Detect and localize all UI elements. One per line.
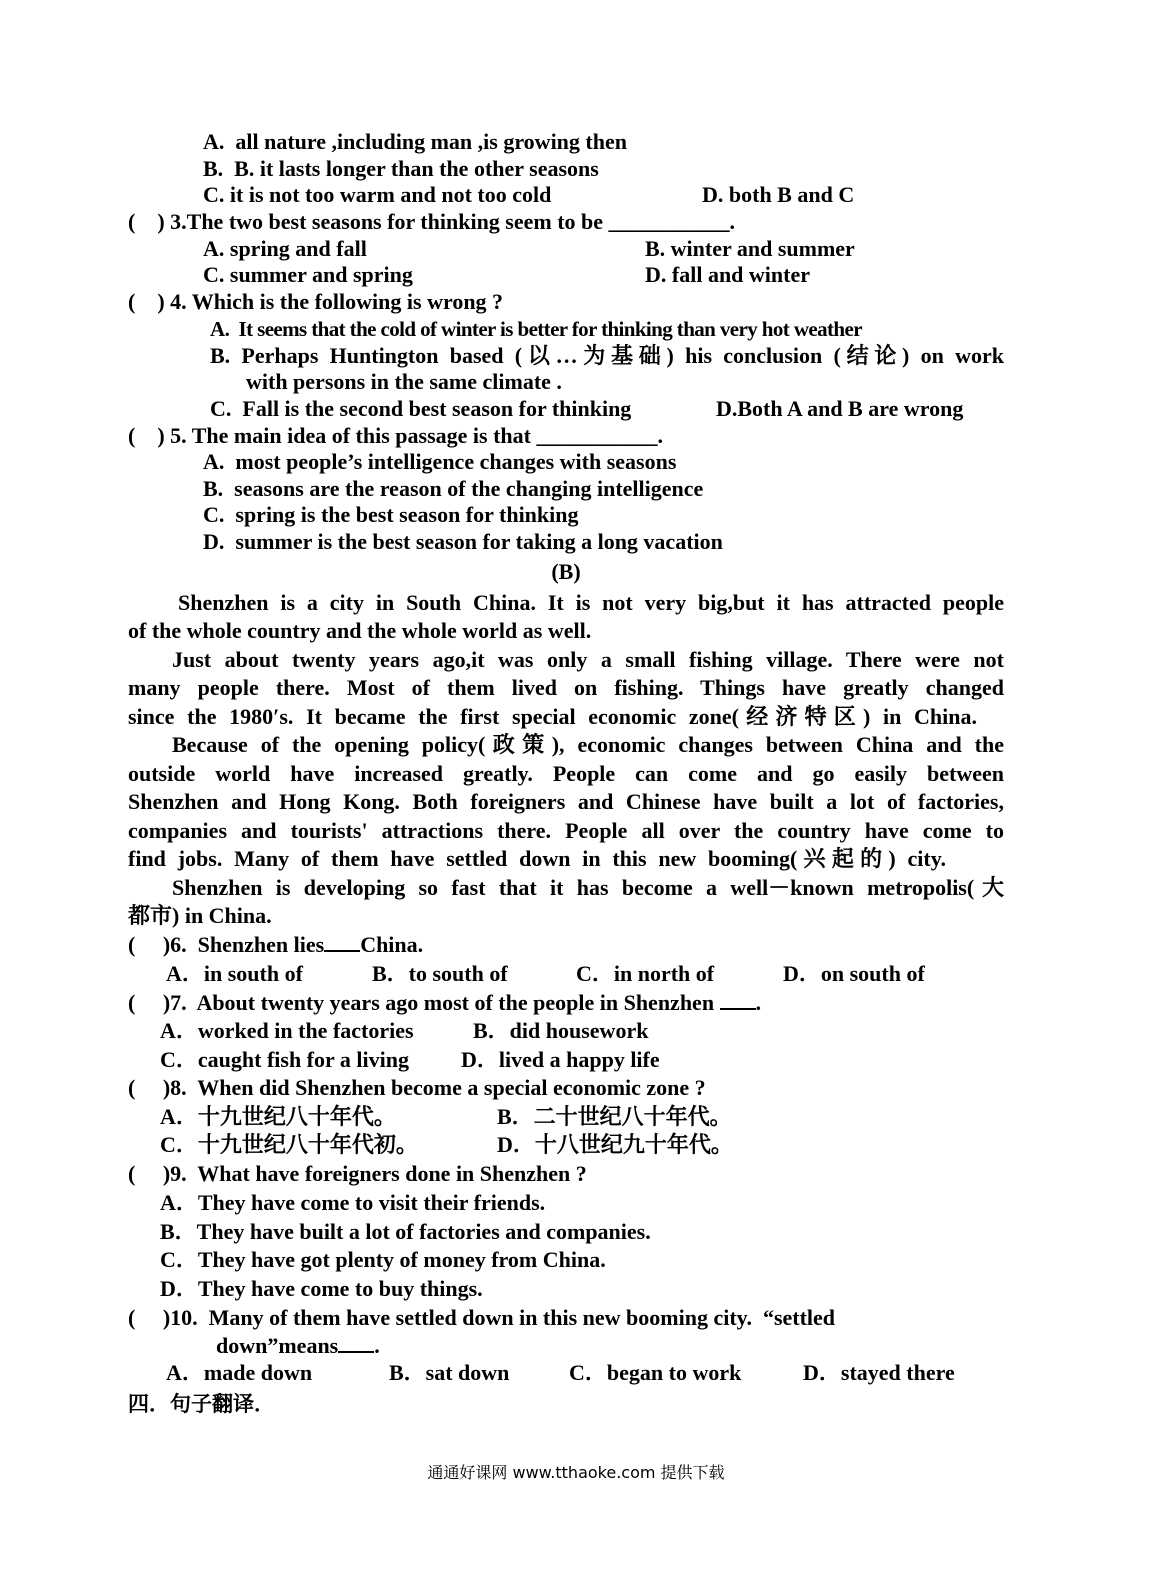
q5-option-c: C. spring is the best season for thinking [203, 502, 579, 527]
q7-option-d: D．lived a happy life [461, 1047, 660, 1072]
q10-stem: ( )10. Many of them have settled down in this new booming city. “settled [128, 1305, 836, 1330]
q10-answer-blank [338, 1333, 374, 1353]
q8-option-a: A．十九世纪八十年代。 [160, 1104, 396, 1129]
q7-option-b: B．did housework [473, 1018, 649, 1043]
q2-option-c: C. it is not too warm and not too cold [203, 182, 552, 207]
q7-option-c: C．caught fish for a living [160, 1047, 409, 1072]
q7-stem-post: . [755, 990, 762, 1015]
q4-option-b-line2: with persons in the same climate . [246, 369, 562, 394]
q3-option-c: C. summer and spring [203, 262, 413, 287]
q3-option-a: A. spring and fall [203, 236, 367, 261]
q10-stem-line2 [216, 1332, 380, 1360]
q3-stem: ( ) 3.The two best seasons for thinking seem to be ___________. [128, 209, 736, 234]
q7-stem-pre: ( )7. About twenty years ago most of the people in Shenzhen [128, 990, 720, 1015]
q2-option-d: D. both B and C [702, 182, 855, 207]
q8-option-c: C．十九世纪八十年代初。 [160, 1132, 418, 1157]
q10-option-a: A．made down [166, 1360, 313, 1385]
passage-line: Just about twenty years ago,it was only a small fishing village. There were not [172, 647, 1004, 672]
q6-option-c: C．in north of [576, 961, 715, 986]
passage-line: Because of the opening policy(政策), economic changes between China and the [172, 732, 1004, 757]
q4-stem: ( ) 4. Which is the following is wrong ? [128, 289, 504, 314]
q6-stem-post: China. [360, 932, 424, 957]
passage-line: since the 1980′s. It became the first special economic zone(经济特区) in China. [128, 704, 977, 729]
q4-option-c: C. Fall is the second best season for thinking [210, 396, 632, 421]
footer-download-note: 通通好课网 www.tthaoke.com 提供下载 [427, 1463, 725, 1482]
passage-line: Shenzhen is developing so fast that it has become a well－known metropolis(大 [172, 875, 1004, 900]
q10-stem2-pre: down”means [216, 1333, 339, 1358]
q4-option-d: D.Both A and B are wrong [716, 396, 964, 421]
q5-option-a: A. most people’s intelligence changes with seasons [203, 449, 677, 474]
q8-option-d: D．十八世纪九十年代。 [497, 1132, 733, 1157]
q7-option-a: A．worked in the factories [160, 1018, 414, 1043]
q5-option-d: D. summer is the best season for taking a long vacation [203, 529, 723, 554]
q6-option-b: B．to south of [372, 961, 508, 986]
passage-line: Shenzhen is a city in South China. It is not very big,but it has attracted people [178, 590, 1004, 615]
q2-option-a: A. all nature ,including man ,is growing then [203, 129, 627, 154]
q9-stem: ( )9. What have foreigners done in Shenzhen ? [128, 1161, 587, 1186]
q7-answer-blank [720, 990, 756, 1010]
q10-stem2-post: . [374, 1333, 380, 1358]
q6-option-a: A．in south of [166, 961, 303, 986]
passage-line: of the whole country and the whole world as well. [128, 618, 592, 643]
q7-stem [128, 989, 761, 1017]
passage-line: outside world have increased greatly. People can come and go easily between [128, 761, 1004, 786]
q9-option-c: C．They have got plenty of money from China. [160, 1247, 606, 1272]
section-b-heading: (B) [551, 559, 581, 584]
q9-option-b: B．They have built a lot of factories and companies. [160, 1219, 651, 1244]
q6-stem [128, 931, 423, 959]
q2-option-b: B. B. it lasts longer than the other seasons [203, 156, 599, 181]
q3-option-b: B. winter and summer [645, 236, 855, 261]
passage-line: many people there. Most of them lived on fishing. Things have greatly changed [128, 675, 1004, 700]
q9-option-a: A．They have come to visit their friends. [160, 1190, 546, 1215]
q10-option-c: C．began to work [569, 1360, 742, 1385]
passage-line: 都市) in China. [128, 903, 272, 928]
q8-stem: ( )8. When did Shenzhen become a special economic zone ? [128, 1075, 706, 1100]
passage-line: Shenzhen and Hong Kong. Both foreigners and Chinese have built a lot of factories, [128, 789, 1004, 814]
q6-stem-pre: ( )6. Shenzhen lies [128, 932, 325, 957]
q8-option-b: B．二十世纪八十年代。 [497, 1104, 732, 1129]
section-four-heading: 四．句子翻译． [128, 1392, 275, 1416]
passage-line: find jobs. Many of them have settled down in this new booming(兴起的) city. [128, 846, 946, 871]
q4-option-b-line1: B. Perhaps Huntington based (以…为基础) his conclusion (结论) on work [210, 343, 1004, 368]
q3-option-d: D. fall and winter [645, 262, 810, 287]
passage-line: companies and tourists' attractions there. People all over the country have come to [128, 818, 1004, 843]
q10-option-d: D．stayed there [803, 1360, 955, 1385]
q9-option-d: D．They have come to buy things. [160, 1276, 483, 1301]
q4-option-a: A. It seems that the cold of winter is better for thinking than very hot weather [210, 317, 862, 341]
q5-option-b: B. seasons are the reason of the changing intelligence [203, 476, 704, 501]
q5-stem: ( ) 5. The main idea of this passage is that ___________. [128, 423, 663, 448]
q6-answer-blank [324, 932, 360, 952]
q6-option-d: D．on south of [783, 961, 925, 986]
q10-option-b: B．sat down [389, 1360, 510, 1385]
